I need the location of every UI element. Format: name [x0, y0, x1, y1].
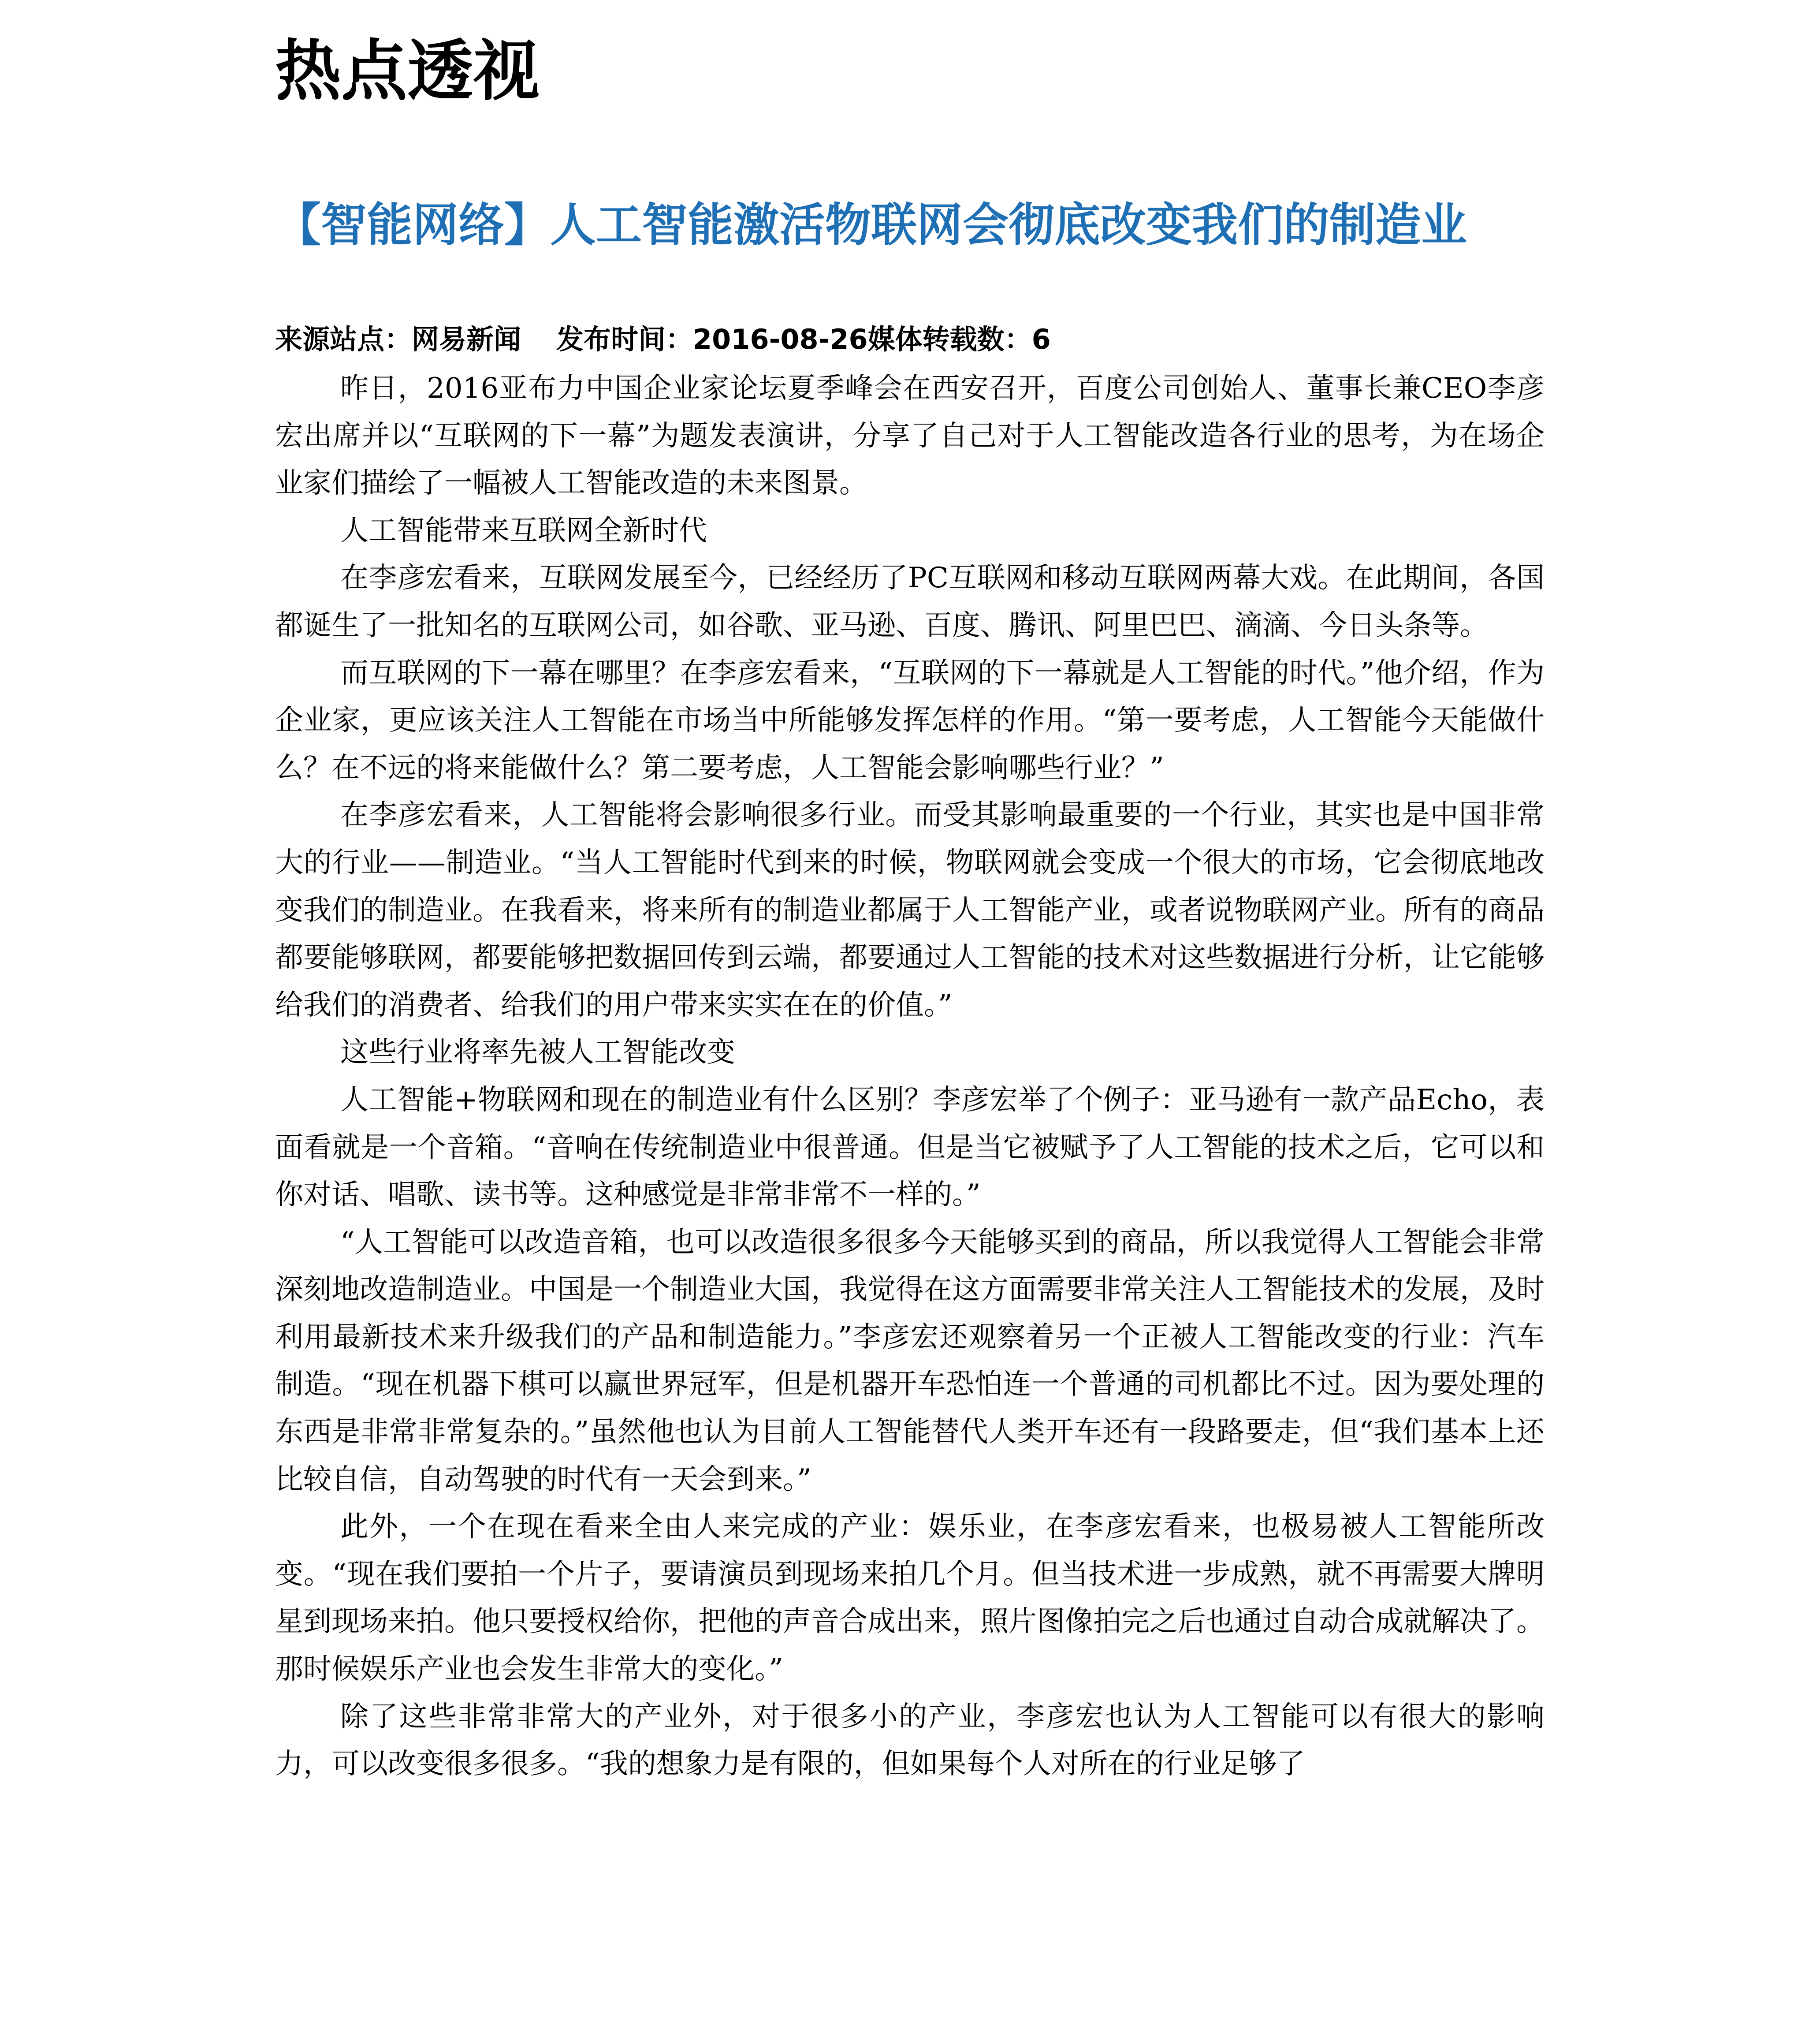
article-meta [275, 317, 1051, 362]
paragraph: 此外，一个在现在看来全由人来完成的产业：娱乐业，在李彦宏看来，也极易被人工智能所改变。“现在我们要拍一个片子，要请演员到现场来拍几个月。但当技术进一步成熟，就不再需要大牌明星到现场来拍。他只要授权给你，把他的声音合成出来，照片图像拍完之后也通过自动合成就解决了。那时候娱乐产业也会发生非常大的变化。” [275, 1510, 1545, 1686]
article-body [275, 365, 1545, 1788]
reposts-label: 媒体转载数： [867, 323, 1032, 355]
reposts-value: 6 [1031, 323, 1051, 355]
source-label: 来源站点： [275, 323, 412, 355]
paragraph: 昨日，2016亚布力中国企业家论坛夏季峰会在西安召开，百度公司创始人、董事长兼CEO李彦宏出席并以“互联网的下一幕”为题发表演讲，分享了自己对于人工智能改造各行业的思考，为在场企业家们描绘了一幅被人工智能改造的未来图景。 [275, 372, 1545, 500]
paragraph: 人工智能+物联网和现在的制造业有什么区别？李彦宏举了个例子：亚马逊有一款产品Echo，表面看就是一个音箱。“音响在传统制造业中很普通。但是当它被赋予了人工智能的技术之后，它可以和你对话、唱歌、读书等。这种感觉是非常非常不一样的。” [275, 1083, 1545, 1212]
subheading: 这些行业将率先被人工智能改变 [340, 1036, 735, 1069]
subheading: 人工智能带来互联网全新时代 [340, 514, 707, 547]
paragraph: 在李彦宏看来，互联网发展至今，已经经历了PC互联网和移动互联网两幕大戏。在此期间，各国都诞生了一批知名的互联网公司，如谷歌、亚马逊、百度、腾讯、阿里巴巴、滴滴、今日头条等。 [275, 562, 1545, 642]
date-value: 2016-08-26 [693, 323, 868, 355]
paragraph: 而互联网的下一幕在哪里？在李彦宏看来，“互联网的下一幕就是人工智能的时代。”他介绍，作为企业家，更应该关注人工智能在市场当中所能够发挥怎样的作用。“第一要考虑，人工智能今天能做什么？在不远的将来能做什么？第二要考虑，人工智能会影响哪些行业？” [275, 656, 1545, 784]
section-title: 热点透视 [275, 33, 540, 110]
article-title: 【智能网络】人工智能激活物联网会彻底改变我们的制造业 [275, 198, 1467, 252]
paragraph: 在李彦宏看来，人工智能将会影响很多行业。而受其影响最重要的一个行业，其实也是中国非常大的行业——制造业。“当人工智能时代到来的时候，物联网就会变成一个很大的市场，它会彻底地改变我们的制造业。在我看来，将来所有的制造业都属于人工智能产业，或者说物联网产业。所有的商品都要能够联网，都要能够把数据回传到云端，都要通过人工智能的技术对这些数据进行分析，让它能够给我们的消费者、给我们的用户带来实实在在的价值。” [275, 799, 1545, 1022]
date-label: 发布时间： [556, 323, 693, 355]
paragraph: “人工智能可以改造音箱，也可以改造很多很多今天能够买到的商品，所以我觉得人工智能会非常深刻地改造制造业。中国是一个制造业大国，我觉得在这方面需要非常关注人工智能技术的发展，及时利用最新技术来升级我们的产品和制造能力。”李彦宏还观察着另一个正被人工智能改变的行业：汽车制造。“现在机器下棋可以赢世界冠军，但是机器开车恐怕连一个普通的司机都比不过。因为要处理的东西是非常非常复杂的。”虽然他也认为目前人工智能替代人类开车还有一段路要走，但“我们基本上还比较自信，自动驾驶的时代有一天会到来。” [275, 1226, 1545, 1496]
source-value: 网易新闻 [412, 323, 521, 355]
paragraph: 除了这些非常非常大的产业外，对于很多小的产业，李彦宏也认为人工智能可以有很大的影响力，可以改变很多很多。“我的想象力是有限的，但如果每个人对所在的行业足够了 [275, 1700, 1545, 1781]
